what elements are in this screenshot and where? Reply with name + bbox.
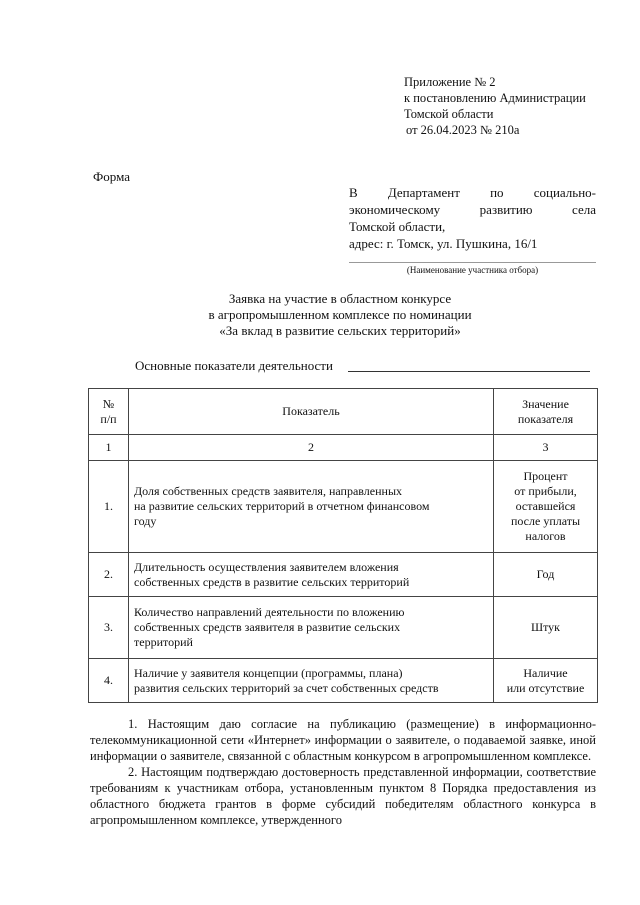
- appendix-resolution: к постановлению Администрации: [404, 91, 586, 105]
- appendix-block: [404, 74, 586, 138]
- row-1-value-line-4: после уплаты: [510, 514, 581, 528]
- row-4-number: 4.: [89, 659, 129, 703]
- header-value: [494, 389, 598, 435]
- row-1-value-line-1: Процент: [523, 469, 568, 483]
- row-4-value-line-2: или отсутствие: [506, 680, 585, 695]
- row-2-value: Год: [494, 553, 598, 597]
- addressee-block: [349, 184, 596, 252]
- title-line-3: «За вклад в развитие сельских территорий»: [219, 323, 461, 338]
- consent-paragraphs: [90, 716, 596, 828]
- row-2-indicator-line-1: Длительность осуществления заявителем вложения: [134, 559, 399, 574]
- row-1-indicator-line-3: году: [134, 514, 157, 528]
- header-number-pp: п/п: [100, 411, 117, 426]
- addressee-line-2: экономическому развитию села: [349, 202, 596, 217]
- row-1-value-line-3: оставшейся: [515, 499, 576, 513]
- row-2-indicator-line-2: собственных средств в развитие сельских территорий: [134, 574, 410, 589]
- participant-name-caption: (Наименование участника отбора): [406, 265, 539, 275]
- addressee-address: адрес: г. Томск, ул. Пушкина, 16/1: [349, 236, 538, 251]
- row-3-indicator: [129, 597, 494, 659]
- row-1-number: 1.: [89, 461, 129, 553]
- row-3-indicator-line-3: территорий: [134, 635, 193, 649]
- header-number-sign: №: [102, 396, 115, 411]
- row-3-indicator-line-1: Количество направлений деятельности по вложению: [134, 605, 405, 619]
- table-row: [89, 659, 598, 703]
- table-col-numbers-row: [89, 435, 598, 461]
- row-1-value-line-5: налогов: [525, 529, 566, 543]
- participant-name-line[interactable]: [349, 262, 596, 263]
- addressee-line-1: В Департамент по социально-: [349, 185, 596, 200]
- title-line-2: в агропромышленном комплексе по номинации: [208, 307, 472, 322]
- row-1-value: [494, 461, 598, 553]
- table-header-row: [89, 389, 598, 435]
- row-1-indicator: [129, 461, 494, 553]
- row-2-number: 2.: [89, 553, 129, 597]
- appendix-date: от 26.04.2023 № 210а: [406, 123, 520, 137]
- row-3-number: 3.: [89, 597, 129, 659]
- row-4-indicator-line-2: развития сельских территорий за счет собственных средств: [134, 680, 439, 695]
- paragraph-1: 1. Настоящим даю согласие на публикацию (размещение) в информационно-телекоммуникационной сети «Интернет» информации о заявителе, о подаваемой заявке, иной информации о заявителе, связанной с областным конкурсом в агропромышленном комплексе.: [90, 717, 596, 763]
- row-4-indicator: [129, 659, 494, 703]
- indicators-fill-line[interactable]: [348, 371, 590, 372]
- header-value-line-1: Значение: [522, 396, 569, 411]
- row-1-indicator-line-1: Доля собственных средств заявителя, направленных: [134, 484, 403, 498]
- header-value-line-2: показателя: [517, 411, 574, 426]
- appendix-region: Томской области: [404, 107, 494, 121]
- col-number-2: 2: [129, 435, 494, 461]
- appendix-title: Приложение № 2: [404, 75, 496, 89]
- col-number-3: 3: [494, 435, 598, 461]
- header-indicator: Показатель: [129, 389, 494, 435]
- row-3-indicator-line-2: собственных средств заявителя в развитие сельских: [134, 620, 401, 634]
- table-row: [89, 553, 598, 597]
- form-label: Форма: [93, 169, 130, 184]
- header-number: [89, 389, 129, 435]
- row-1-indicator-line-2: на развитие сельских территорий в отчетном финансовом: [134, 499, 430, 513]
- title-line-1: Заявка на участие в областном конкурсе: [228, 291, 452, 306]
- col-number-1: 1: [89, 435, 129, 461]
- row-1-value-line-2: от прибыли,: [514, 484, 577, 498]
- row-4-value-line-1: Наличие: [523, 665, 568, 680]
- table-row: [89, 461, 598, 553]
- row-2-indicator: [129, 553, 494, 597]
- row-3-value: Штук: [494, 597, 598, 659]
- application-title: [90, 291, 590, 339]
- addressee-line-3: Томской области,: [349, 219, 446, 234]
- row-4-indicator-line-1: Наличие у заявителя концепции (программы, плана): [134, 665, 403, 680]
- indicators-label: Основные показатели деятельности: [135, 358, 333, 373]
- row-4-value: [494, 659, 598, 703]
- table-row: [89, 597, 598, 659]
- paragraph-2: 2. Настоящим подтверждаю достоверность представленной информации, соответствие требованиям к участникам отбора, установленным пунктом 8 Порядка предоставления из областного бюджета грантов в форме субсидий победителям областного конкурса в агропромышленном комплексе, утвержденного: [90, 765, 596, 827]
- indicators-table: [88, 388, 598, 703]
